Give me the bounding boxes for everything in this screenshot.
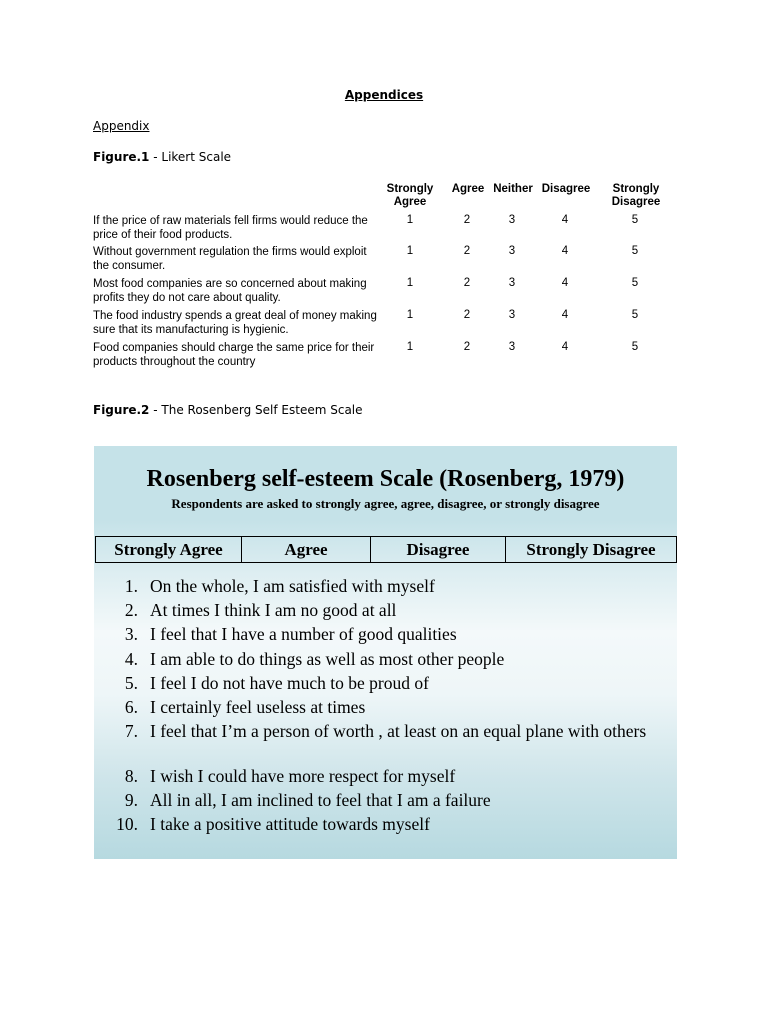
list-item-number: 6. <box>124 697 138 717</box>
likert-value: 1 <box>406 341 414 353</box>
list-item-number: 5. <box>124 673 138 693</box>
likert-value: 4 <box>561 214 569 226</box>
option-disagree: Disagree <box>371 537 506 562</box>
list-item-text: I feel that I’m a person of worth , at least on an equal plane with others <box>150 721 647 741</box>
likert-header-strongly-agree: Strongly Agree <box>386 183 434 208</box>
list-item-text: I feel that I have a number of good qualities <box>150 624 457 644</box>
list-item-text: I feel I do not have much to be proud of <box>150 673 429 693</box>
list-item-text: At times I think I am no good at all <box>150 600 397 620</box>
rosenberg-scale-figure <box>94 446 677 859</box>
option-agree: Agree <box>242 537 371 562</box>
likert-value: 3 <box>508 214 516 226</box>
likert-value: 5 <box>631 277 639 289</box>
likert-value: 5 <box>631 245 639 257</box>
figure1-title: - Likert Scale <box>149 150 232 164</box>
appendix-label: Appendix <box>93 119 150 133</box>
likert-value: 2 <box>463 309 471 321</box>
likert-value: 3 <box>508 245 516 257</box>
likert-value: 4 <box>561 341 569 353</box>
likert-value: 2 <box>463 214 471 226</box>
likert-value: 3 <box>508 277 516 289</box>
likert-value: 5 <box>631 214 639 226</box>
option-strongly-disagree: Strongly Disagree <box>526 540 656 559</box>
list-item-text: I take a positive attitude towards myself <box>150 814 430 834</box>
likert-statement: The food industry spends a great deal of money making sure that its manufacturing is hygienic. <box>93 310 377 336</box>
response-options-row <box>95 536 677 563</box>
list-item-number: 8. <box>124 766 138 786</box>
likert-value: 3 <box>508 309 516 321</box>
likert-statement: If the price of raw materials fell firms would reduce the price of their food products. <box>93 215 368 241</box>
likert-value: 1 <box>406 277 414 289</box>
list-item-number: 9. <box>124 790 138 810</box>
figure2-caption <box>93 403 363 418</box>
likert-value: 4 <box>561 245 569 257</box>
list-item-number: 2. <box>124 600 138 620</box>
list-item-text: I am able to do things as well as most other people <box>150 649 505 669</box>
likert-value: 5 <box>631 341 639 353</box>
likert-header-strongly-disagree: Strongly Disagree <box>611 183 661 208</box>
likert-value: 2 <box>463 341 471 353</box>
likert-scale-table <box>0 0 768 380</box>
figure1-label: Figure.1 <box>93 150 150 164</box>
likert-header-agree: Agree <box>451 183 485 195</box>
likert-value: 1 <box>406 214 414 226</box>
list-item-text: On the whole, I am satisfied with myself <box>150 576 435 596</box>
page-title: Appendices <box>344 88 424 102</box>
figure2-title: - The Rosenberg Self Esteem Scale <box>149 403 363 417</box>
list-item-number: 7. <box>124 721 138 741</box>
rosenberg-subtitle: Respondents are asked to strongly agree, agree, disagree, or strongly disagree <box>171 496 600 511</box>
likert-statement: Most food companies are so concerned about making profits they do not care about quality. <box>93 278 367 304</box>
likert-value: 3 <box>508 341 516 353</box>
rosenberg-title: Rosenberg self-esteem Scale (Rosenberg, 1979) <box>146 466 625 492</box>
list-item-number: 1. <box>124 576 138 596</box>
figure2-label: Figure.2 <box>93 403 150 417</box>
likert-value: 2 <box>463 277 471 289</box>
list-item-text: I wish I could have more respect for myself <box>150 766 456 786</box>
list-item-text: I certainly feel useless at times <box>150 697 366 717</box>
likert-header-neither: Neither <box>493 183 533 195</box>
likert-value: 4 <box>561 277 569 289</box>
likert-value: 5 <box>631 309 639 321</box>
list-item-number: 3. <box>124 624 138 644</box>
likert-statement: Food companies should charge the same price for their products throughout the country <box>93 342 375 368</box>
list-item-number: 10. <box>116 814 138 834</box>
likert-value: 4 <box>561 309 569 321</box>
list-item-text: All in all, I am inclined to feel that I am a failure <box>150 790 491 810</box>
list-item-number: 4. <box>124 649 138 669</box>
option-strongly-agree: Strongly Agree <box>96 537 242 562</box>
likert-statement: Without government regulation the firms would exploit the consumer. <box>93 246 367 272</box>
likert-value: 1 <box>406 245 414 257</box>
likert-value: 1 <box>406 309 414 321</box>
likert-value: 2 <box>463 245 471 257</box>
likert-header-disagree: Disagree <box>541 183 591 195</box>
